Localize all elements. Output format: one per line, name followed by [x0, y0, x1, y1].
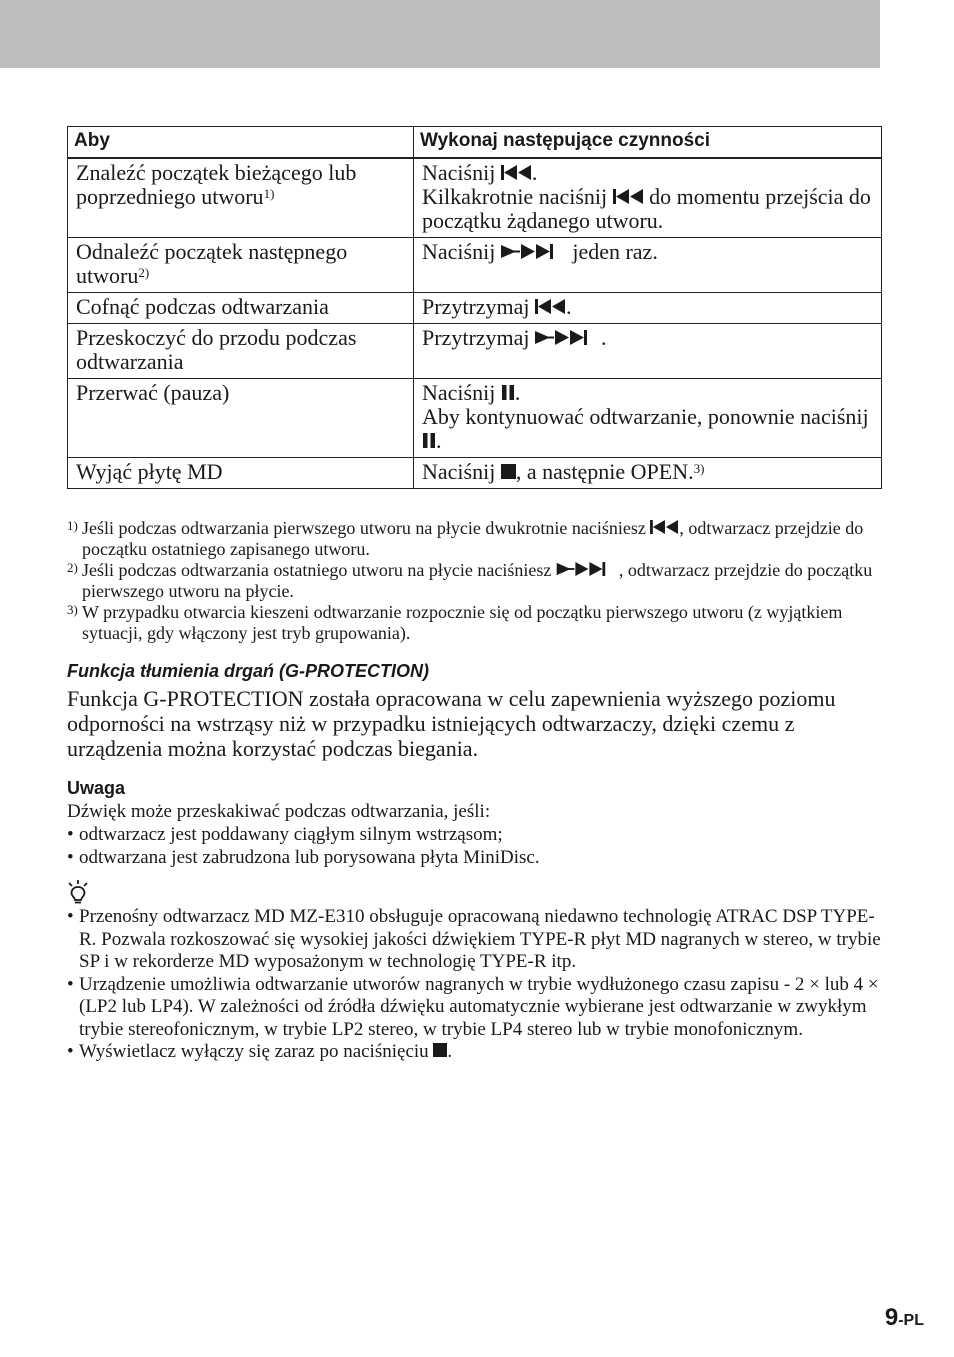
action-text: , a następnie OPEN.: [515, 459, 694, 484]
footnote-item: [67, 602, 887, 644]
table-row: [68, 158, 882, 238]
action-text: .: [566, 294, 572, 319]
footnote-text: Jeśli podczas odtwarzania ostatniego utworu na płycie naciśniesz: [82, 560, 556, 580]
pause-icon: [422, 433, 436, 448]
table-header-row: [68, 127, 882, 159]
note-intro: Dźwięk może przeskakiwać podczas odtwarzania, jeśli:: [67, 801, 491, 822]
note-title: Uwaga: [67, 778, 126, 798]
operations-table: [67, 126, 882, 489]
footnote-number: 2): [67, 560, 78, 575]
lightbulb-icon: [66, 879, 90, 905]
action-cell: [414, 458, 882, 489]
table-row: [68, 293, 882, 324]
purpose-cell: [68, 238, 414, 293]
hint-bullet: [67, 1041, 881, 1064]
action-text: .: [601, 325, 607, 350]
purpose-text: Znaleźć początek bieżącego lub poprzedniego utworu: [76, 160, 357, 209]
hint-text: .: [447, 1041, 453, 1062]
note-bullet: • odtwarzana jest zabrudzona lub porysowana płyta MiniDisc.: [67, 846, 881, 869]
hints-list: [67, 906, 881, 1064]
action-line: [422, 381, 873, 405]
hint-text: Wyświetlacz wyłączy się zaraz po naciśnięciu: [79, 1041, 434, 1062]
purpose-text: Wyjąć płytę MD: [76, 459, 223, 484]
action-cell: [414, 293, 882, 324]
footnote-ref: 1): [263, 186, 275, 201]
action-cell: [414, 238, 882, 293]
action-text: Naciśnij: [422, 459, 501, 484]
purpose-text: Cofnąć podczas odtwarzania: [76, 294, 329, 319]
action-text: do momentu przejścia do początku żądanego utworu.: [422, 184, 871, 233]
stop-icon: [433, 1043, 447, 1057]
footnote-number: 3): [67, 602, 78, 617]
action-cell: [414, 324, 882, 379]
stop-icon: [501, 464, 516, 479]
action-text: jeden raz.: [566, 239, 658, 264]
purpose-cell: [68, 324, 414, 379]
footnotes: [67, 518, 887, 644]
purpose-cell: [68, 158, 414, 238]
footnote-text: , odtwarzacz przejdzie do początku ostatniego zapisanego utworu.: [82, 518, 864, 559]
action-text: Kilkakrotnie naciśnij: [422, 184, 613, 209]
action-text: Naciśnij: [422, 239, 501, 264]
purpose-text: Przeskoczyć do przodu podczas odtwarzania: [76, 325, 357, 374]
footnote-text: W przypadku otwarcia kieszeni odtwarzanie rozpocznie się od początku pierwszego utworu (z wyjątkiem sytuacji, gdy włączony jest tryb grupowania).: [82, 602, 843, 643]
pause-icon: [501, 385, 515, 400]
page-number-value: 9: [884, 1304, 899, 1331]
table-row: [68, 458, 882, 489]
footnote-text: , odtwarzacz przejdzie do początku pierwszego utworu na płycie.: [82, 560, 873, 601]
footnote-text: Jeśli podczas odtwarzania pierwszego utworu na płycie dwukrotnie naciśniesz: [82, 518, 651, 538]
action-text: .: [514, 380, 521, 405]
footnote-ref: 3): [693, 461, 705, 476]
page-number: [885, 1304, 924, 1335]
purpose-cell: [68, 379, 414, 458]
action-line: [422, 185, 873, 233]
previous-track-icon: [613, 189, 644, 204]
purpose-cell: [68, 293, 414, 324]
play-next-track-icon: [535, 330, 601, 345]
column-header-aby: Aby: [68, 127, 414, 159]
previous-track-icon: [650, 520, 679, 534]
action-line: [422, 161, 873, 185]
footnote-ref: 2): [138, 265, 150, 280]
note-bullet: • odtwarzacz jest poddawany ciągłym silnym wstrząsom;: [67, 823, 881, 846]
column-header-action: Wykonaj następujące czynności: [414, 127, 882, 159]
hint-bullet: • Urządzenie umożliwia odtwarzanie utworów nagranych w trybie wydłużonego czasu zapisu - 2 × lub 4 × (LP2 lub LP4). W zależności od źródła dźwięku automatycznie wybierane jest odtwarzanie w zwykłym trybie stereofonicznym, w trybie LP2 stereo, w trybie LP4 stereo lub w trybie monofonicznym.: [67, 974, 881, 1042]
table-row: [68, 238, 882, 293]
note-body: [67, 800, 881, 869]
table-row: [68, 324, 882, 379]
previous-track-icon: [535, 299, 566, 314]
action-text: Naciśnij: [422, 160, 501, 185]
purpose-text: Odnaleźć początek następnego utworu: [76, 239, 348, 288]
gprotection-body: Funkcja G-PROTECTION została opracowana w celu zapewnienia wyższego poziomu odporności na wstrząsy niż w przypadku istniejących odtwarzaczy, dzięki czemu z urządzenia można korzystać podczas biegania.: [67, 686, 836, 761]
action-text: Aby kontynuować odtwarzanie, ponownie naciśnij: [422, 404, 869, 429]
action-line: [422, 405, 873, 453]
play-next-track-icon: [501, 244, 567, 259]
gprotection-title: Funkcja tłumienia drgań (G-PROTECTION): [67, 661, 430, 681]
footnote-number: 1): [67, 518, 78, 533]
action-text: Przytrzymaj: [422, 325, 536, 350]
action-cell: [414, 379, 882, 458]
action-text: Przytrzymaj: [422, 294, 536, 319]
footnote-item: [67, 518, 887, 560]
hint-bullet: • Przenośny odtwarzacz MD MZ-E310 obsługuje opracowaną niedawno technologię ATRAC DSP TYPE-R. Pozwala rozkoszować się wysokiej jakości dźwiękiem TYPE-R płyt MD nagranych w stereo, w trybie SP i w rekorderze MD wyposażonym w technologię TYPE-R itp.: [67, 906, 881, 974]
action-text: Naciśnij: [422, 380, 501, 405]
action-cell: [414, 158, 882, 238]
table-row: [68, 379, 882, 458]
header-band: [0, 0, 880, 68]
footnote-item: [67, 560, 887, 602]
page-number-suffix: -PL: [898, 1312, 924, 1329]
previous-track-icon: [501, 165, 532, 180]
action-text: .: [531, 160, 538, 185]
purpose-text: Przerwać (pauza): [76, 380, 230, 405]
purpose-cell: [68, 458, 414, 489]
action-text: .: [436, 428, 442, 453]
play-next-track-icon: [556, 562, 619, 576]
